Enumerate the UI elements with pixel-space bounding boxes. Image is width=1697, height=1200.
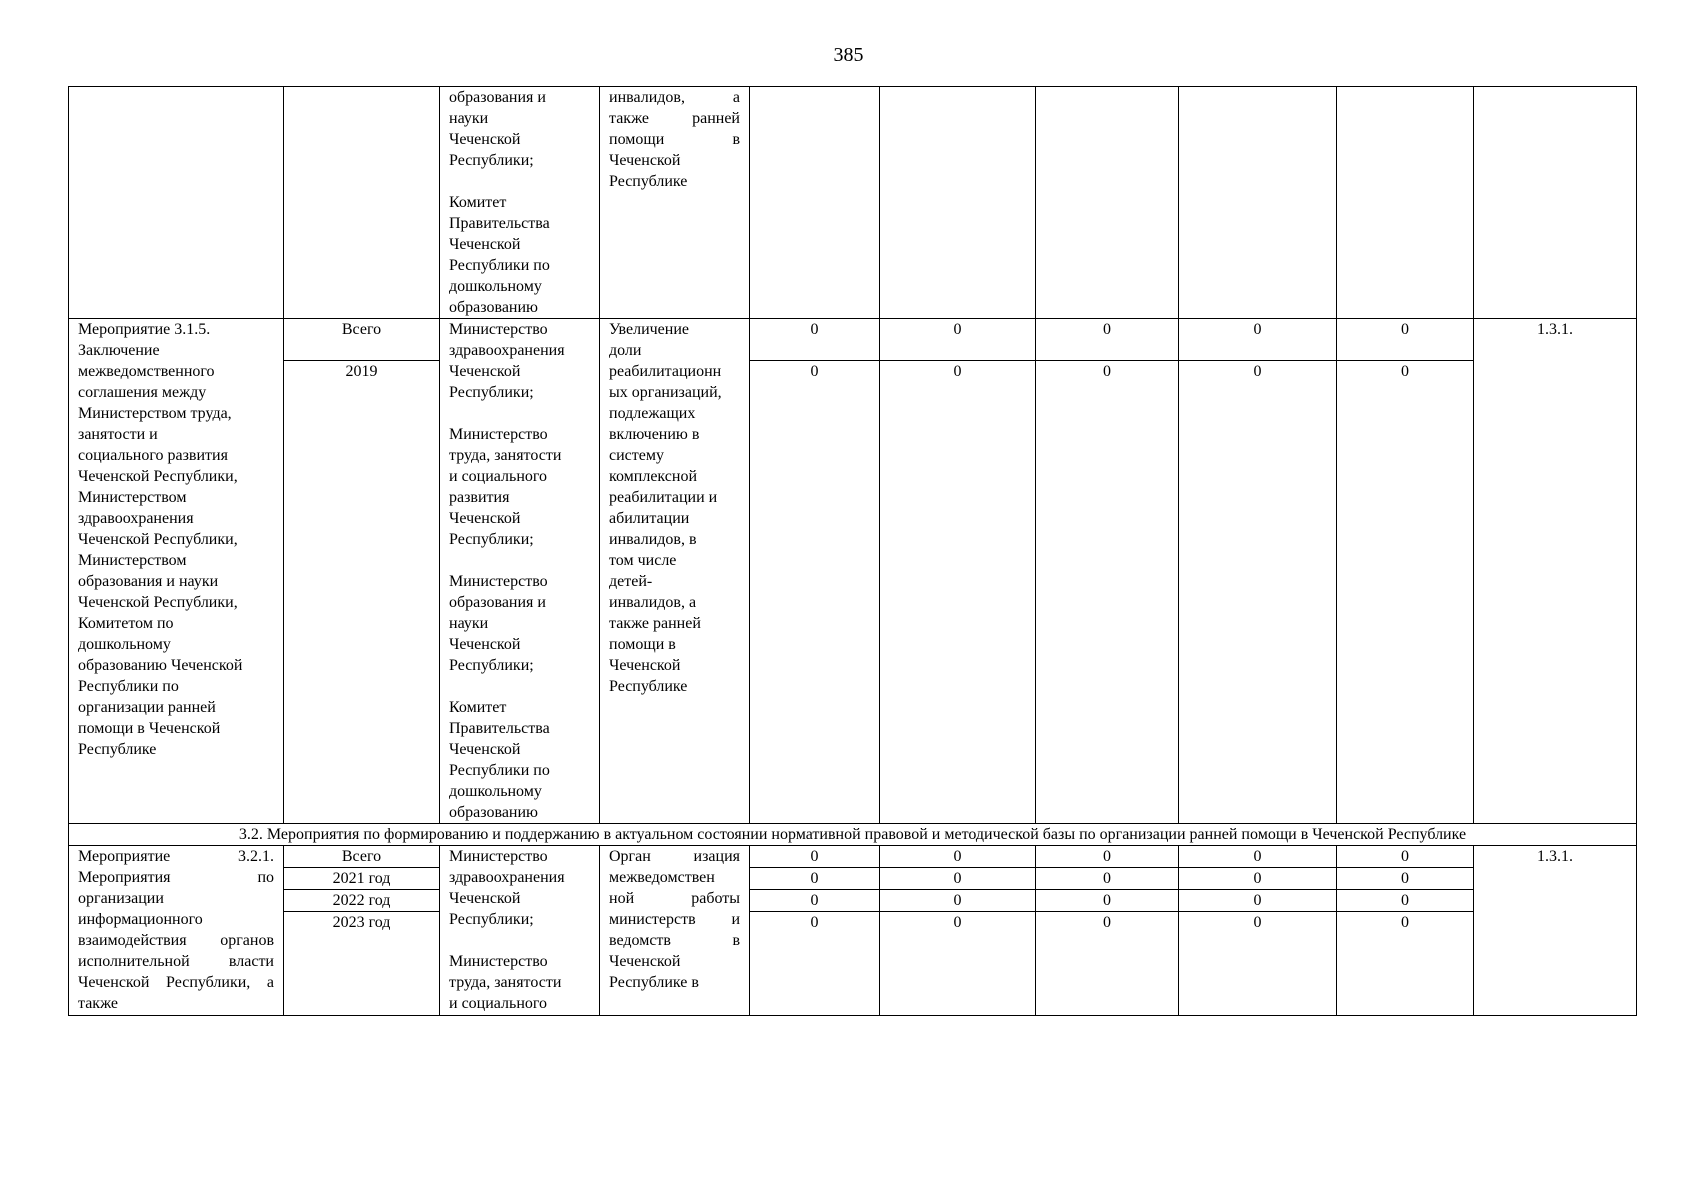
- page-number: 385: [833, 44, 864, 66]
- period-cell: [284, 87, 440, 319]
- value-cell: 0: [750, 361, 880, 824]
- indicator-cell: 1.3.1.: [1474, 319, 1637, 824]
- value-cell: 0: [880, 890, 1036, 912]
- value-cell: 0: [1036, 890, 1179, 912]
- indicator-cell: [1474, 87, 1637, 319]
- value-cell: [1337, 87, 1474, 319]
- event-name-cell: Мероприятие 3.2.1. Мероприятия по организации информационного взаимодействия органов исполнительной власти Чеченской Республики, а также: [69, 846, 284, 1016]
- value-cell: [750, 87, 880, 319]
- value-cell: 0: [750, 846, 880, 868]
- value-cell: 0: [1337, 846, 1474, 868]
- value-cell: 0: [880, 361, 1036, 824]
- continuation-row: [69, 87, 1637, 319]
- value-cell: 0: [880, 868, 1036, 890]
- value-cell: 0: [880, 846, 1036, 868]
- value-cell: 0: [1337, 868, 1474, 890]
- event-3-2-1-row-2023: [69, 912, 1637, 1016]
- value-cell: 0: [880, 912, 1036, 1016]
- name-cell: [69, 87, 284, 319]
- value-cell: 0: [1337, 361, 1474, 824]
- event-3-1-5-year-row: [69, 361, 1637, 824]
- value-cell: 0: [1337, 890, 1474, 912]
- value-cell: [1036, 87, 1179, 319]
- value-cell: [1179, 87, 1337, 319]
- section-title: 3.2. Мероприятия по формированию и поддержанию в актуальном состоянии нормативной правовой и методической базы по организации ранней помощи в Чеченской Республике: [69, 824, 1637, 846]
- value-cell: 0: [1179, 319, 1337, 361]
- value-cell: 0: [1036, 319, 1179, 361]
- period-year: 2019: [284, 361, 440, 824]
- event-3-2-1-row-total: [69, 846, 1637, 868]
- value-cell: 0: [750, 912, 880, 1016]
- value-cell: 0: [1337, 912, 1474, 1016]
- event-3-2-1-row-2021: [69, 868, 1637, 890]
- value-cell: [880, 87, 1036, 319]
- value-cell: 0: [1036, 912, 1179, 1016]
- value-cell: 0: [1036, 846, 1179, 868]
- value-cell: 0: [1179, 890, 1337, 912]
- executor-cell: Министерство здравоохранения Чеченской Республики; Министерство труда, занятости и социального: [440, 846, 600, 1016]
- event-name-cell: Мероприятие 3.1.5. Заключение межведомственного соглашения между Министерством труда, занятости и социального развития Чеченской Республики, Министерством здравоохранения Чеченской Республики, Министерством образования и науки Чеченской Республики, Комитетом по дошкольному образованию Чеченской Республики по организации ранней помощи в Чеченской Республике: [69, 319, 284, 824]
- program-table: [68, 86, 1637, 1016]
- period-total: Всего: [284, 319, 440, 361]
- result-cell: Орган изация межведомствен ной работы министерств и ведомств в Чеченской Республике в: [600, 846, 750, 1016]
- value-cell: 0: [750, 868, 880, 890]
- value-cell: 0: [1179, 846, 1337, 868]
- value-cell: 0: [1179, 912, 1337, 1016]
- event-3-1-5-total-row: [69, 319, 1637, 361]
- period-year: 2023 год: [284, 912, 440, 1016]
- indicator-cell: 1.3.1.: [1474, 846, 1637, 1016]
- value-cell: 0: [750, 890, 880, 912]
- value-cell: 0: [1036, 868, 1179, 890]
- value-cell: 0: [1179, 361, 1337, 824]
- period-total: Всего: [284, 846, 440, 868]
- value-cell: 0: [1179, 868, 1337, 890]
- executor-cell: образования и науки Чеченской Республики; Комитет Правительства Чеченской Республики по дошкольному образованию: [440, 87, 600, 319]
- value-cell: 0: [750, 319, 880, 361]
- value-cell: 0: [1036, 361, 1179, 824]
- value-cell: 0: [1337, 319, 1474, 361]
- section-3-2-row: [69, 824, 1637, 846]
- period-year: 2022 год: [284, 890, 440, 912]
- result-cell: Увеличение доли реабилитационн ых организаций, подлежащих включению в систему комплексной реабилитации и абилитации инвалидов, в том числе детей- инвалидов, а также ранней помощи в Чеченской Республике: [600, 319, 750, 824]
- event-3-2-1-row-2022: [69, 890, 1637, 912]
- period-year: 2021 год: [284, 868, 440, 890]
- result-cell: инвалидов, а также ранней помощи в Чеченской Республике: [600, 87, 750, 319]
- executor-cell: Министерство здравоохранения Чеченской Республики; Министерство труда, занятости и социального развития Чеченской Республики; Министерство образования и науки Чеченской Республики; Комитет Правительства Чеченской Республики по дошкольному образованию: [440, 319, 600, 824]
- value-cell: 0: [880, 319, 1036, 361]
